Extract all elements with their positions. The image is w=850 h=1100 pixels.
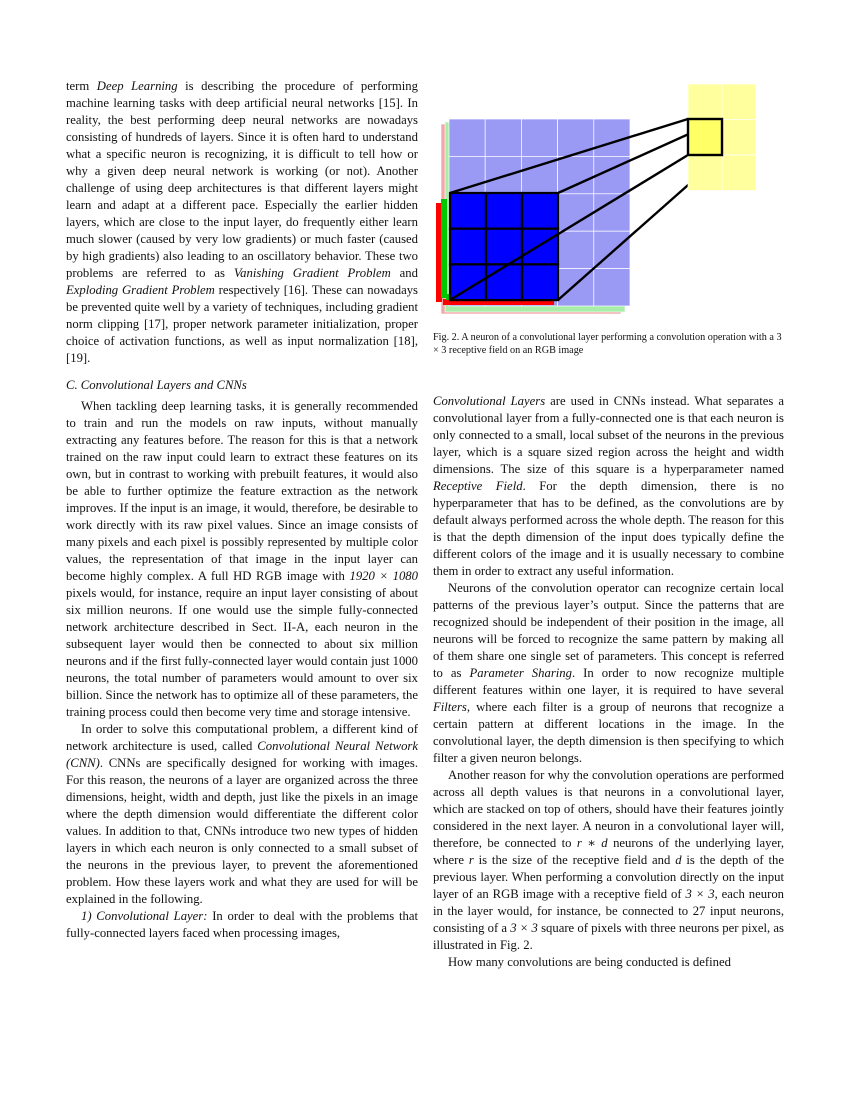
text-run: 3 × 3	[510, 921, 538, 935]
text-run: pixels would, for instance, require an input layer consisting of about six million neurons. If one would use the simple fully-connected network architecture described in Sect. II-A, each neuron in the subsequent layer would then be connected to about six million neurons and if the first fully-connected layer would contain just 1000 neurons, the total number of parameters would amount to over six billion. Since the network has to optimize all of these parameters, the training process could then become very time and storage intensive.	[66, 586, 418, 719]
text-run: Deep Learning	[96, 79, 178, 93]
receptive-field-cell	[486, 264, 522, 300]
paragraph-raw-inputs	[66, 398, 418, 721]
output-cell	[688, 84, 722, 120]
text-run: r	[468, 853, 474, 867]
text-run: When tackling deep learning tasks, it is generally recommended to train and run the models on raw inputs, without manually extracting any features before. The reason for this is that a network trained on the raw input could learn to extract these features on its own, but in contrast to working with prebuilt features, it would also be able to further optimize the feature extraction as the network improves. If the input is an image, it would, therefore, be desirable to work directly with its raw pixel values. Since an image consists of many pixels and each pixel is possibly represented by multiple color values, the representation of that image in the input layer can become highly complex. A full HD RGB image with	[66, 399, 418, 583]
receptive-field-cell	[522, 264, 558, 300]
figure-caption: Fig. 2. A neuron of a convolutional layer performing a convolution operation with a 3 × 3 receptive field on an RGB image	[433, 332, 782, 356]
text-run: Another reason for why the convolution operations are performed across all depth values is that neurons in a convolutional layer, which are stacked on top of others, should have their features jointly considered in the next layer. A neuron in a convolutional layer will, therefore, be connected to	[433, 768, 784, 850]
blue-cell	[485, 156, 521, 193]
text-run: . In order to now recognize multiple different features within one layer, it is required to have several	[433, 666, 784, 697]
text-run: Vanishing Gradient Problem	[233, 266, 391, 280]
left-column	[66, 78, 418, 942]
figure-2	[433, 82, 785, 332]
output-cell	[722, 120, 756, 156]
convolution-diagram	[433, 82, 785, 332]
text-run: In order to solve this computational problem, a different kind of network architecture is used, called	[66, 722, 418, 753]
blue-cell	[521, 119, 557, 156]
paragraph-cnn-intro	[66, 721, 418, 908]
text-run: , where each filter is a group of neurons that recognize a certain pattern at different locations in the image. In the convolutional layer, the depth dimension is then specifying to which filter a given neuron belongs.	[433, 700, 784, 765]
text-run: Receptive Field	[433, 479, 523, 493]
output-cell	[722, 84, 756, 120]
paragraph-convolutional-layer	[66, 908, 418, 942]
text-run: is the size of the receptive field and	[473, 853, 676, 867]
text-run: r ∗ d	[576, 836, 608, 850]
blue-cell	[449, 119, 485, 156]
text-run: , each neuron in the layer would, for instance, be connected to 27 input neurons, consisting of a	[433, 887, 785, 935]
right-column	[433, 393, 784, 971]
text-run: Exploding Gradient Problem	[66, 283, 215, 297]
paragraph-convolutional-layers	[433, 393, 784, 580]
blue-cell	[485, 119, 521, 156]
paragraph-how-many-convolutions	[433, 954, 784, 971]
blue-cell	[594, 194, 630, 231]
blue-cell	[558, 194, 594, 231]
blue-cell	[558, 231, 594, 268]
paragraph-deep-learning	[66, 78, 418, 367]
receptive-field-cell	[522, 193, 558, 229]
text-run: How many convolutions are being conducted is defined	[448, 955, 731, 969]
text-run: Parameter Sharing	[469, 666, 572, 680]
paragraph-parameter-sharing	[433, 580, 784, 767]
text-run: . CNNs are specifically designed for working with images. For this reason, the neurons of a layer are organized across the three dimensions, height, width and depth, just like the pixels in an image where the depth dimension would differentiate the different color values. In addition to that, CNNs introduce two new types of hidden layers in which each neuron is only connected to a small subset of the neurons in the previous layer, to prevent the aforementioned problem. How these layers work and what they are used for will be explained in the following.	[66, 756, 418, 906]
blue-cell	[558, 156, 594, 193]
text-run: is describing the procedure of performing machine learning tasks with deep artificial neural networks [15]. In reality, the best performing deep neural networks are nowadays consisting of hundreds of layers. Since it is often hard to understand what a specific neuron is recognizing, it is difficult to tell how or why a given deep neural network is working (or not). Another challenge of using deep architectures is that different layers might learn and adapt at a different pace. Especially the earlier hidden layers, which are close to the input layer, do frequently either learn much slower (caused by very low gradients) or much faster (caused by high gradients) also leading to an oscillatory behavior. These two problems are referred to as	[66, 79, 418, 280]
receptive-field-3x3	[450, 193, 558, 300]
receptive-field-cell	[486, 193, 522, 229]
receptive-field-cell	[450, 193, 486, 229]
paragraph-depth-values	[433, 767, 784, 954]
text-run: neurons of the underlying layer, where	[433, 836, 784, 867]
text-run: is the depth of the previous layer. When performing a convolution directly on the input layer of an RGB image with a receptive field of	[433, 853, 784, 901]
text-run: 1) Convolutional Layer:	[81, 909, 208, 923]
section-heading: C. Convolutional Layers and CNNs	[66, 378, 247, 392]
output-neuron	[688, 119, 722, 155]
receptive-field-cell	[450, 229, 486, 265]
text-run: Filters	[433, 700, 467, 714]
text-run: . For the depth dimension, there is no hyperparameter that has to be defined, as the convolutions are by default always performed across the whole depth. The reason for this is that the depth dimension of the input does typically define the different colors of the image and it is usually necessary to combine them in order to extract any useful information.	[433, 479, 784, 578]
text-run: and	[390, 266, 418, 280]
output-cell	[722, 155, 756, 191]
text-run: Convolutional Layers	[433, 394, 546, 408]
text-run: 1920 × 1080	[349, 569, 418, 583]
receptive-field-green-edge	[441, 199, 447, 298]
text-run: square of pixels with three neurons per pixel, as illustrated in Fig. 2.	[433, 921, 784, 952]
text-run: respectively [16]. These can nowadays be prevented quite well by a variety of techniques, including gradient norm clipping [17], proper network parameter initialization, proper choice of activation functions, as well as input normalization [18], [19].	[66, 283, 418, 365]
text-run: In order to deal with the problems that fully-connected layers faced when processing images,	[66, 909, 418, 940]
text-run: are used in CNNs instead. What separates a convolutional layer from a fully-connected one is that each neuron is only connected to a small, local subset of the neurons in the previous layer, which is a square sized region across the height and width dimensions. The size of this square is a hyperparameter named	[433, 394, 785, 476]
text-run: 3 × 3	[685, 887, 715, 901]
text-run: Convolutional Neural Network (CNN)	[66, 739, 419, 770]
text-run: Neurons of the convolution operator can recognize certain local patterns of the previous layer’s output. Since the patterns that are recognized should be independent of their position in the image, all neurons will be forced to recognize the same pattern by making all of them share one single set of parameters. This concept is referred to as	[433, 581, 784, 680]
output-cell	[688, 155, 722, 191]
blue-cell	[594, 269, 630, 306]
text-run: d	[675, 853, 682, 867]
text-run: term	[66, 79, 97, 93]
